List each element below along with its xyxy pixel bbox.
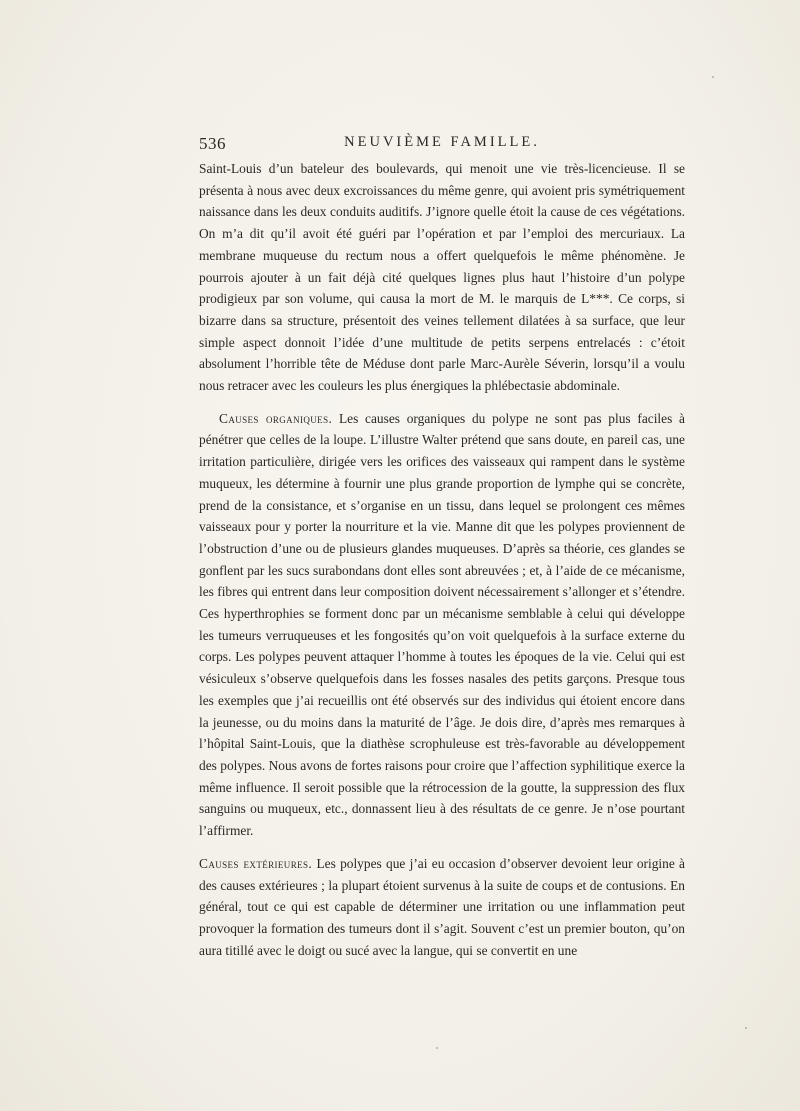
page-header xyxy=(199,134,685,156)
section-lead: Causes extérieures. xyxy=(199,855,313,871)
page-number: 536 xyxy=(199,134,226,153)
paragraph-text: Les polypes que j’ai eu occasion d’observer devoient leur origine à des causes extérieures ; la plupart étoient survenus à la suite de coups et de contusions. En général, tout ce qui est capable de déterminer une irritation ou une inflammation peut provoquer la formation des tumeurs dont il s’agit. Souvent c’est un premier bouton, qu’on aura titillé avec le doigt ou sucé avec la langue, qui se convertit en une xyxy=(199,855,685,958)
paragraph-causes-exterieures xyxy=(199,853,685,962)
body-text xyxy=(199,158,685,961)
paper-speck xyxy=(745,1027,747,1029)
section-lead: Causes organiques. xyxy=(219,410,333,426)
paragraph-text: Saint-Louis d’un bateleur des boulevards, qui menoit une vie très-licencieuse. Il se présenta à nous avec deux excroissances du même genre, qui avoient pris symétriquement naissance dans les deux conduits auditifs. J’ignore quelle étoit la cause de ces végétations. On m’a dit qu’il avoit été guéri par l’opération et par l’emploi des mercuriaux. La membrane muqueuse du rectum nous a offert quelquefois le même phénomène. Je pourrois ajouter à un fait déjà cité quelques lignes plus haut l’histoire d’un polype prodigieux par son volume, qui causa la mort de M. le marquis de L***. Ce corps, si bizarre dans sa structure, présentoit des veines tellement dilatées à sa surface, que leur simple aspect donnoit l’idée d’une multitude de petits serpens entrelacés : c’étoit absolument l’horrible tête de Méduse dont parle Marc-Aurèle Séverin, lorsqu’il a voulu nous retracer avec les couleurs les plus énergiques la phlébectasie abdominale. xyxy=(199,161,685,394)
running-head: NEUVIÈME FAMILLE. xyxy=(344,134,540,150)
paragraph-continuation xyxy=(199,158,685,397)
paragraph-causes-organiques xyxy=(199,408,685,842)
paragraph-text: Les causes organiques du polype ne sont pas plus faciles à pénétrer que celles de la loupe. L’illustre Walter prétend que sans doute, en pareil cas, une irritation particulière, dirigée vers les orifices des vaisseaux qui rampent dans le système muqueux, les détermine à fournir une plus grande proportion de lymphe qui se concrète, prend de la consistance, et s’organise en un tissu, dans lequel se prolongent ces mêmes vaisseaux pour y porter la nourriture et la vie. Manne dit que les polypes proviennent de l’obstruction d’une ou de plusieurs glandes muqueuses. D’après sa théorie, ces glandes se gonflent par les sucs surabondans dont elles sont abreuvées ; et, à l’aide de ce mécanisme, les fibres qui entrent dans leur composition doivent nécessairement s’allonger et s’étendre. Ces hyperthrophies se forment donc par un mécanisme semblable à celui qui développe les tumeurs verruqueuses et les fongosités qu’on voit quelquefois à la surface externe du corps. Les polypes peuvent attaquer l’homme à toutes les époques de la vie. Celui qui est vésiculeux s’observe quelquefois dans les fosses nasales des petits garçons. Presque tous les exemples que j’ai recueillis ont été observés sur des individus qui étoient encore dans la jeunesse, ou du moins dans la maturité de l’âge. Je dois dire, d’après mes remarques à l’hôpital Saint-Louis, que la diathèse scrophuleuse est très-favorable au développement des polypes. Nous avons de fortes raisons pour croire que l’affection syphilitique exerce la même influence. Il seroit possible que la rétrocession de la goutte, la suppression des flux sanguins ou muqueux, etc., donnassent lieu à des résultats de ce genre. Je n’ose pourtant l’affirmer. xyxy=(199,410,685,839)
paper-speck xyxy=(712,76,714,78)
paper-speck xyxy=(436,1047,438,1049)
